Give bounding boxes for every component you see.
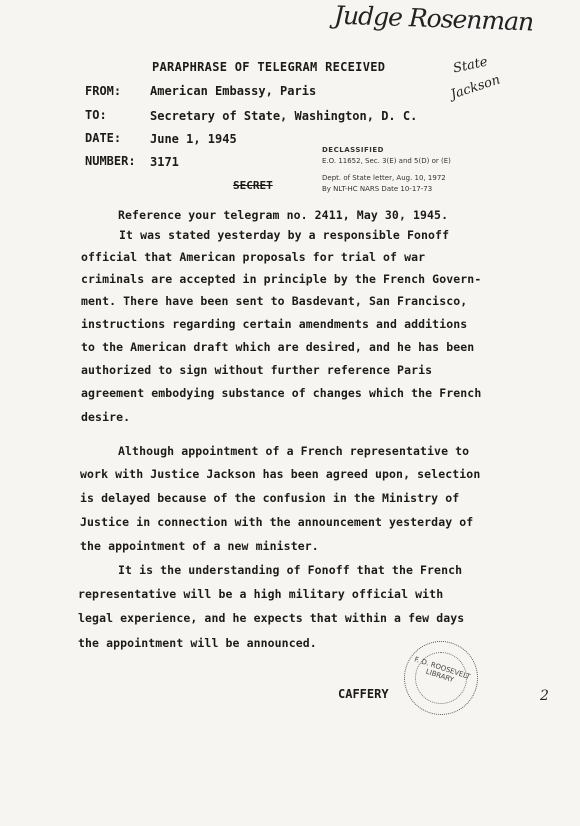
signature: CAFFERY xyxy=(338,687,389,701)
header-label-date: DATE: xyxy=(85,131,122,145)
body-line: official that American proposals for trial of war xyxy=(81,250,426,264)
body-line: It is the understanding of Fonoff that the French xyxy=(118,563,463,577)
header-value-number: 3171 xyxy=(150,155,179,169)
body-line: ment. There have been sent to Basdevant, San Francisco, xyxy=(81,294,468,308)
body-line: the appointment will be announced. xyxy=(78,636,317,650)
body-line: authorized to sign without further reference Paris xyxy=(81,363,433,377)
declassification-line: By NLT-HC NARS Date 10-17-73 xyxy=(322,185,433,193)
handwritten-note-top: Judge Rosenman xyxy=(333,0,534,37)
body-line: Reference your telegram no. 2411, May 30, 1945. xyxy=(118,208,449,222)
body-line: legal experience, and he expects that within a few days xyxy=(78,611,465,625)
body-line: Justice in connection with the announcement yesterday of xyxy=(80,515,474,529)
body-line: the appointment of a new minister. xyxy=(80,539,319,553)
body-line: work with Justice Jackson has been agreed upon, selection xyxy=(80,467,481,481)
body-line: instructions regarding certain amendments and additions xyxy=(81,317,468,331)
declassification-line: Dept. of State letter, Aug. 10, 1972 xyxy=(322,174,446,182)
header-value-date: June 1, 1945 xyxy=(150,132,237,146)
classification-marking: SECRET xyxy=(233,179,273,192)
header-value-to: Secretary of State, Washington, D. C. xyxy=(150,109,418,123)
body-line: criminals are accepted in principle by the French Govern- xyxy=(81,272,482,286)
header-value-from: American Embassy, Paris xyxy=(150,84,317,98)
body-line: representative will be a high military official with xyxy=(78,587,444,601)
body-line: Although appointment of a French representative to xyxy=(118,444,470,458)
declassification-line: E.O. 11652, Sec. 3(E) and 5(D) or (E) xyxy=(322,157,451,165)
declassification-title: DECLASSIFIED xyxy=(322,146,384,154)
header-label-to: TO: xyxy=(85,108,107,122)
body-line: agreement embodying substance of changes which the French xyxy=(81,386,482,400)
header-label-number: NUMBER: xyxy=(85,154,136,168)
handwritten-note-side-state: State xyxy=(451,54,489,77)
library-seal-text: F. D. ROOSEVELT LIBRARY xyxy=(413,655,472,685)
handwritten-note-side-jackson: Jackson xyxy=(448,72,503,103)
library-seal-stamp xyxy=(404,641,478,715)
page-number: 2 xyxy=(540,688,549,704)
body-line: is delayed because of the confusion in the Ministry of xyxy=(80,491,460,505)
body-line: to the American draft which are desired, and he has been xyxy=(81,340,475,354)
body-line: desire. xyxy=(81,410,131,424)
document-title: PARAPHRASE OF TELEGRAM RECEIVED xyxy=(152,60,386,74)
header-label-from: FROM: xyxy=(85,84,122,98)
body-line: It was stated yesterday by a responsible Fonoff xyxy=(119,228,450,242)
